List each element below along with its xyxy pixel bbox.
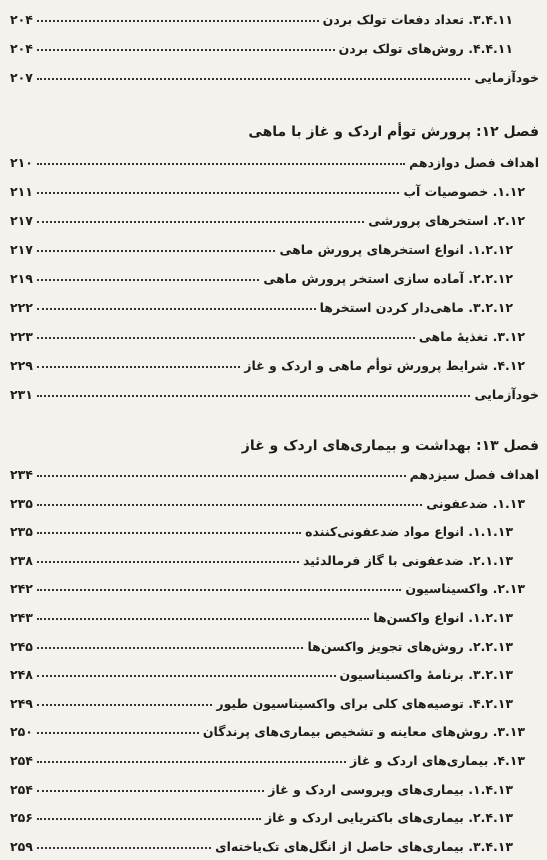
dot-leader <box>37 308 316 310</box>
toc-entry-title: ۲.۴.۱۳. بیماری‌های باکتریایی اردک و غاز <box>264 810 513 826</box>
chapter-12-heading: فصل ۱۲: پرورش توأم اردک و غاز با ماهی <box>248 124 539 140</box>
toc-entry <box>10 235 539 257</box>
toc-entry-title: خودآزمایی <box>474 70 539 85</box>
dot-leader <box>37 49 335 51</box>
toc-page-number: ۲۳۸ <box>10 552 33 568</box>
toc-entry <box>10 689 539 711</box>
toc-page-number: ۲۲۳ <box>10 329 33 344</box>
dot-leader <box>37 337 415 339</box>
toc-entry <box>10 322 539 344</box>
toc-entry <box>10 546 539 568</box>
dot-leader <box>37 395 471 397</box>
dot-leader <box>37 589 402 591</box>
toc-entry <box>10 177 539 199</box>
toc-page-number: ۲۰۷ <box>10 70 33 85</box>
toc-page-number: ۲۳۴ <box>10 467 33 482</box>
toc-page-number: ۲۴۹ <box>10 695 33 711</box>
dot-leader <box>37 818 261 820</box>
dot-leader <box>37 475 406 477</box>
toc-entry-title: ۳.۱۲. تغذیهٔ ماهی <box>418 329 525 344</box>
toc-entry-title: ۴.۴.۱۱. روش‌های تولک بردن <box>338 41 513 56</box>
toc-entry-title: ۱.۱۳. ضدعفونی <box>426 495 525 511</box>
toc-entry-title: ۱.۴.۱۳. بیماری‌های ویروسی اردک و غاز <box>268 781 513 797</box>
dot-leader <box>37 732 199 734</box>
toc-entry <box>10 34 539 56</box>
toc-page-number: ۲۱۰ <box>10 155 33 170</box>
toc-entry-title: ۱.۱.۱۳. انواع مواد ضدعفونی‌کننده <box>305 524 513 540</box>
toc-entry <box>10 460 539 482</box>
toc-entry <box>10 660 539 682</box>
toc-entry-title: ۳.۲.۱۳. برنامهٔ واکسیناسیون <box>339 667 513 683</box>
toc-entry-title: ۴.۱۳. بیماری‌های اردک و غاز <box>349 753 525 768</box>
toc-entry <box>10 574 539 596</box>
toc-entry <box>10 489 539 511</box>
toc-page-number: ۲۴۸ <box>10 667 33 683</box>
toc-page-number: ۲۵۴ <box>10 781 33 797</box>
toc-entry <box>10 63 539 85</box>
dot-leader <box>37 221 364 223</box>
dot-leader <box>37 761 346 763</box>
toc-page-number: ۲۰۴ <box>10 12 33 27</box>
dot-leader <box>37 78 471 80</box>
toc-entry <box>10 206 539 228</box>
dot-leader <box>37 847 211 849</box>
toc-entry <box>10 603 539 625</box>
toc-entry-title: ۱.۲.۱۳. انواع واکسن‌ها <box>373 610 513 625</box>
toc-page-number: ۲۳۵ <box>10 524 33 540</box>
toc-entry-title: ۳.۴.۱۳. بیماری‌های حاصل از انگل‌های تک‌یاخته‌ای <box>215 838 513 854</box>
toc-entry-title: ۲.۲.۱۳. روش‌های تجویز واکسن‌ها <box>307 638 513 654</box>
toc-page-number: ۲۲۲ <box>10 300 33 315</box>
toc-entry <box>10 148 539 170</box>
toc-page-number: ۲۵۰ <box>10 724 33 740</box>
toc-entry-title: ۲.۲.۱۲. آماده سازی استخر پرورش ماهی <box>263 271 513 286</box>
toc-entry-title: ۴.۲.۱۳. توصیه‌های کلی برای واکسیناسیون طیور <box>216 695 513 711</box>
dot-leader <box>37 675 336 677</box>
toc-page-number: ۲۱۷ <box>10 242 33 257</box>
toc-page-number: ۲۱۷ <box>10 213 33 228</box>
toc-entry <box>10 5 539 27</box>
toc-page-number: ۲۱۱ <box>10 184 33 199</box>
toc-entry-title: ۱.۱۲. خصوصیات آب <box>403 184 525 199</box>
dot-leader <box>37 618 369 620</box>
dot-leader <box>37 561 299 563</box>
toc-page-number: ۲۰۴ <box>10 41 33 56</box>
toc-page-number: ۲۳۵ <box>10 495 33 511</box>
toc-entry-title: ۳.۲.۱۲. ماهی‌دار کردن استخرها <box>319 300 513 315</box>
toc-entry-title: ۲.۱.۱۳. ضدعفونی با گاز فرمالدئید <box>302 552 513 568</box>
toc-entry-title: خودآزمایی <box>474 387 539 402</box>
toc-entry-title: ۲.۱۲. استخرهای پرورشی <box>368 213 525 228</box>
toc-entry-title: ۳.۴.۱۱. تعداد دفعات تولک بردن <box>322 12 513 27</box>
dot-leader <box>37 192 400 194</box>
dot-leader <box>37 279 260 281</box>
toc-entry-title: ۱.۲.۱۲. انواع استخرهای پرورش ماهی <box>279 242 513 257</box>
toc-entry <box>10 517 539 539</box>
toc-page-number: ۲۲۹ <box>10 358 33 373</box>
toc-entry <box>10 293 539 315</box>
toc-entry <box>10 717 539 739</box>
toc-page-number: ۲۵۶ <box>10 810 33 826</box>
dot-leader <box>37 790 264 792</box>
toc-page-number: ۲۴۲ <box>10 581 33 597</box>
toc-page-number: ۲۴۵ <box>10 638 33 654</box>
toc-page-number: ۲۳۱ <box>10 387 33 402</box>
dot-leader <box>37 532 301 534</box>
toc-page-number: ۲۵۹ <box>10 838 33 854</box>
toc-entry <box>10 803 539 825</box>
toc-entry-title: ۴.۱۲. شرایط پرورش توأم ماهی و اردک و غاز <box>244 358 525 373</box>
toc-page-number: ۲۴۳ <box>10 610 33 625</box>
toc-entry-title: ۳.۱۳. روش‌های معاینه و تشخیص بیماری‌های پرندگان <box>202 724 525 740</box>
dot-leader <box>37 704 212 706</box>
toc-entry <box>10 264 539 286</box>
dot-leader <box>37 20 319 22</box>
dot-leader <box>37 366 240 368</box>
dot-leader <box>37 504 422 506</box>
toc-entry <box>10 746 539 768</box>
dot-leader <box>37 163 405 165</box>
toc-entry <box>10 832 539 854</box>
toc-entry <box>10 380 539 402</box>
toc-page-number: ۲۵۴ <box>10 753 33 768</box>
toc-page-number: ۲۱۹ <box>10 271 33 286</box>
toc-entry <box>10 351 539 373</box>
toc-entry-title: اهداف فصل دوازدهم <box>409 155 539 170</box>
chapter-13-heading: فصل ۱۳: بهداشت و بیماری‌های اردک و غاز <box>241 438 539 454</box>
toc-entry-title: ۲.۱۳. واکسیناسیون <box>405 581 525 597</box>
toc-entry <box>10 632 539 654</box>
toc-entry <box>10 775 539 797</box>
toc-entry-title: اهداف فصل سیزدهم <box>409 467 539 482</box>
dot-leader <box>37 647 304 649</box>
dot-leader <box>37 250 276 252</box>
